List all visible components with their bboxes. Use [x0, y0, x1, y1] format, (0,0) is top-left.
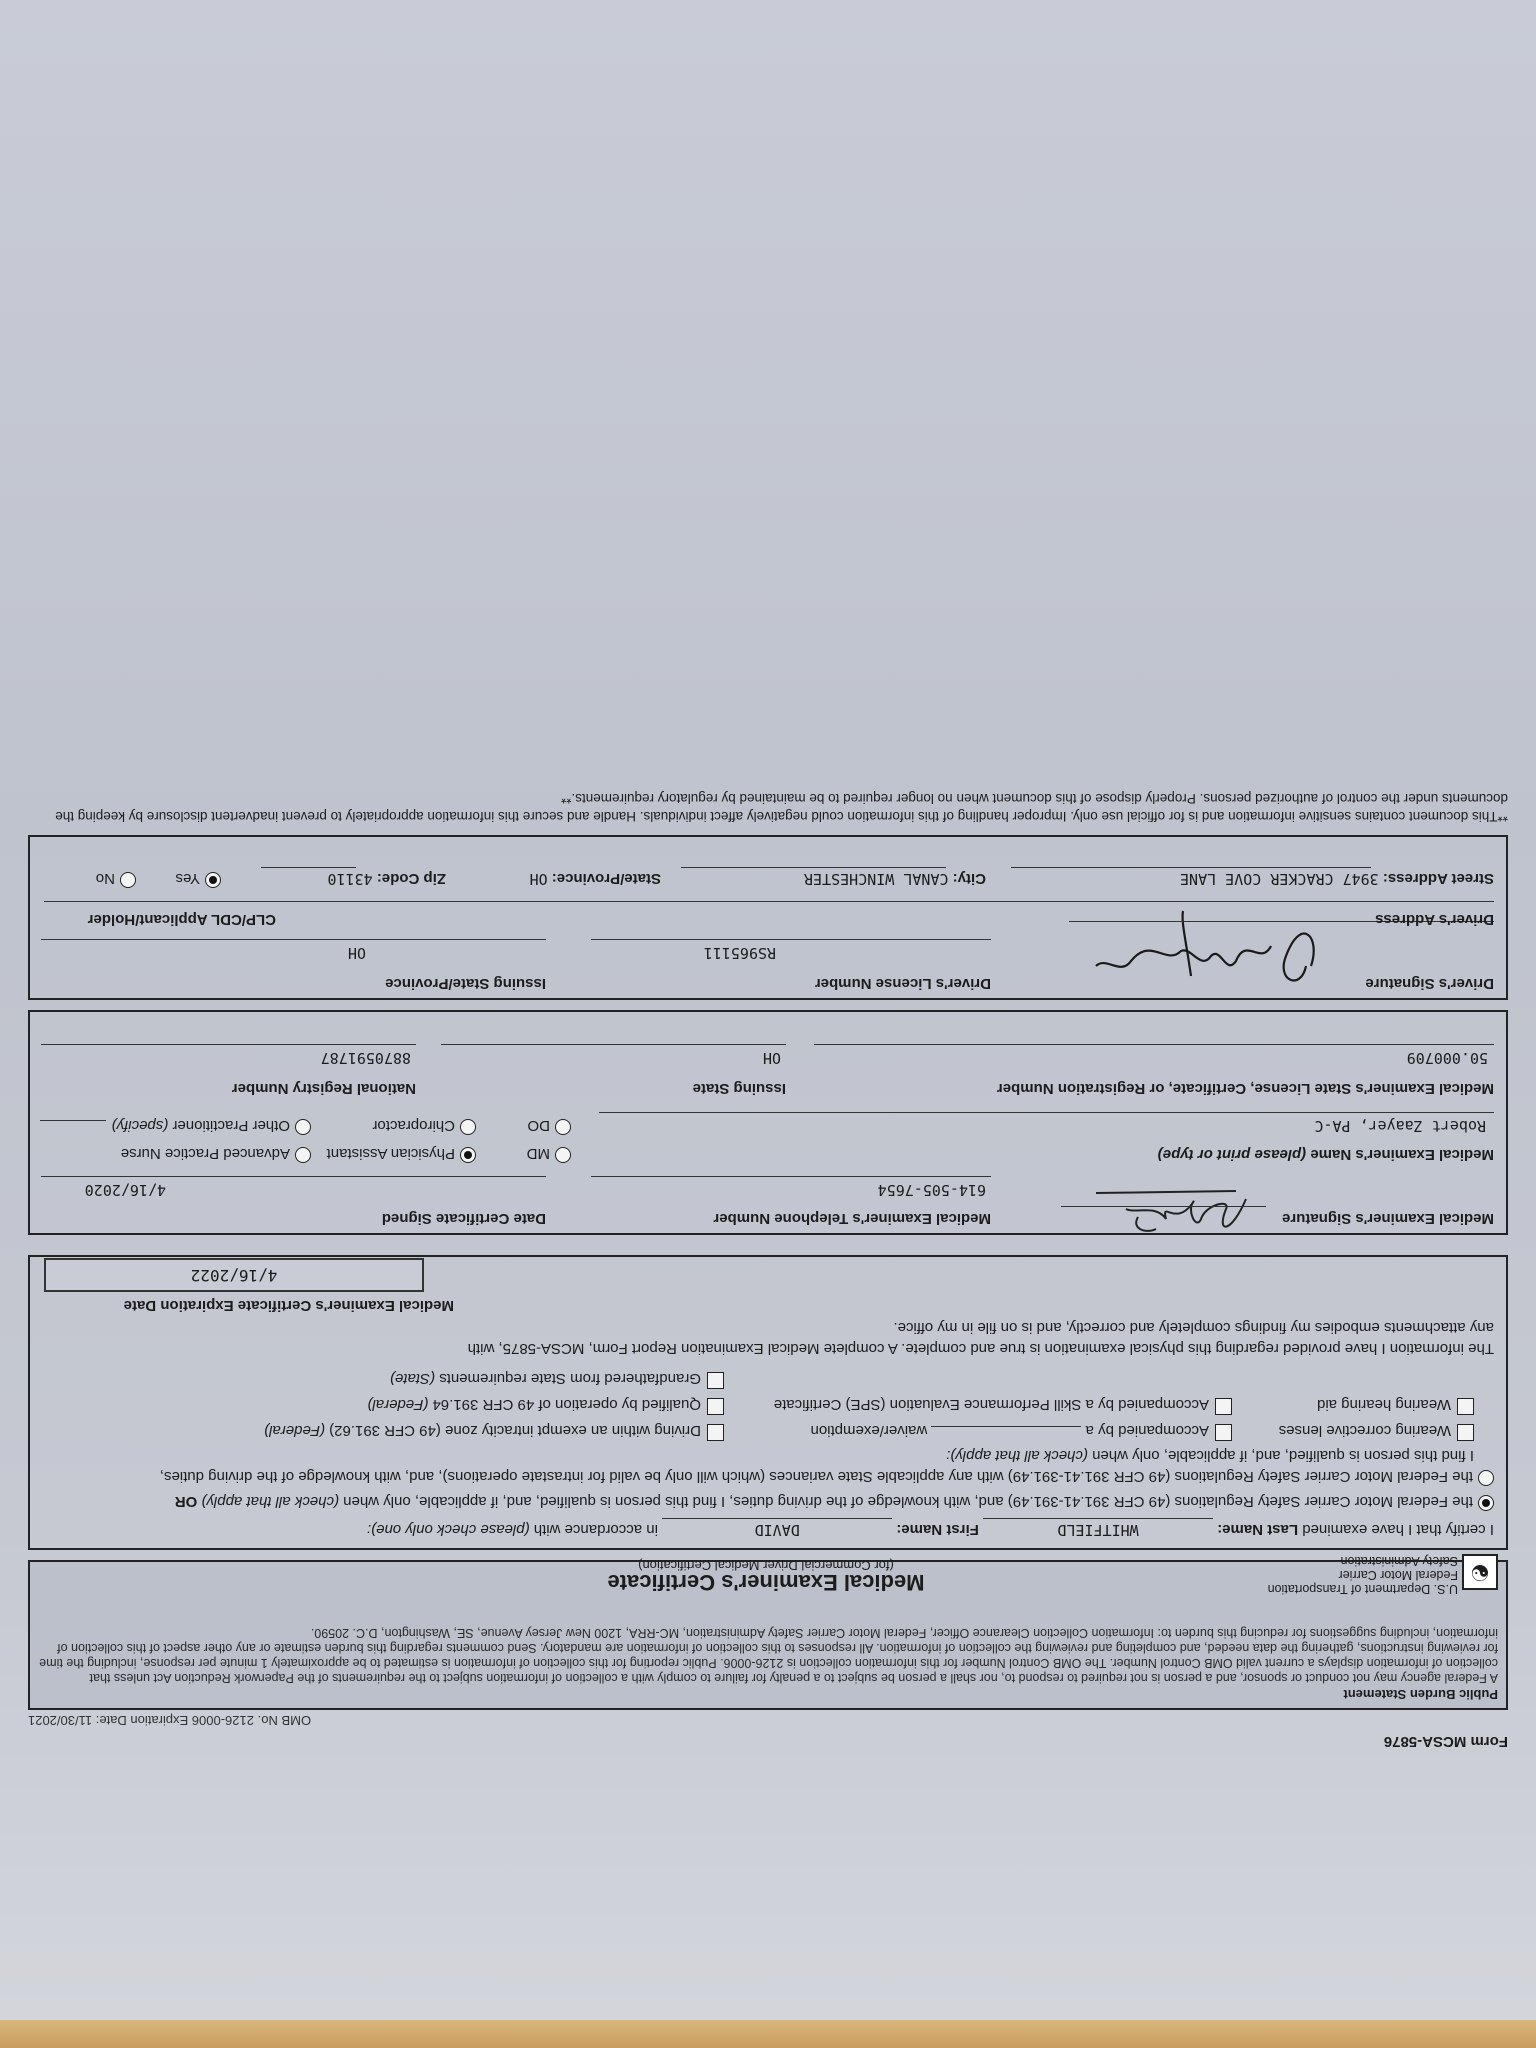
stateprov-field[interactable]: OH	[529, 870, 548, 888]
waiver-blank[interactable]	[931, 1426, 1081, 1439]
me-phone-label: Medical Examiner's Telephone Number	[713, 1210, 991, 1227]
burden-heading: Public Burden Statement	[1343, 1687, 1498, 1702]
wooden-table-edge	[0, 2020, 1536, 2048]
waiver-checkbox[interactable]	[1215, 1424, 1232, 1441]
state-variance-radio[interactable]	[1478, 1470, 1494, 1486]
type-label: Chiropractor	[372, 1117, 455, 1134]
clp-yes-radio[interactable]	[205, 872, 221, 888]
form-subtitle: (for Commercial Driver Medical Certification)	[638, 1558, 894, 1573]
agency-line: U.S. Department of Transportation	[1267, 1582, 1458, 1596]
option2-note: (check all that apply):	[946, 1447, 1088, 1464]
street-label: Street Address:	[1382, 870, 1494, 887]
certification-section	[28, 1255, 1508, 1550]
cond-operation	[367, 1394, 724, 1415]
medical-examiner-section	[28, 1010, 1508, 1235]
type-label: Physician Assistant	[326, 1145, 455, 1162]
zip-field[interactable]: 43110	[327, 870, 373, 888]
form-title: Medical Examiner's Certificate	[607, 1570, 925, 1595]
zip-row	[328, 870, 446, 888]
cond-lenses	[1279, 1420, 1474, 1441]
first-name-label: First Name:	[896, 1521, 979, 1538]
cond-label: Wearing hearing aid	[1317, 1396, 1451, 1413]
zip-line	[261, 867, 356, 868]
cond-label: waiver/exemption	[810, 1422, 928, 1439]
registry-field[interactable]: 8870591787	[320, 1049, 411, 1067]
examiner-signature-image	[1076, 1185, 1256, 1239]
option1-text: the Federal Motor Carrier Safety Regulations (49 CFR 391.41-391.49) and, with knowledge of the driving duties, I find this person is qualified, and, if applicable, only when	[343, 1493, 1473, 1510]
type-do	[528, 1117, 572, 1135]
driver-state-label: Issuing State/Province	[385, 975, 546, 992]
driver-signature-image	[1081, 906, 1331, 996]
cond-label: Qualified by operation of 49 CFR 391.64	[432, 1396, 701, 1413]
driver-license-line	[591, 939, 991, 940]
type-apn	[121, 1145, 311, 1163]
me-name-label-text: Medical Examiner's Name	[1310, 1146, 1494, 1163]
cond-waiver	[811, 1420, 1232, 1441]
clp-label: CLP/CDL Applicant/Holder	[87, 911, 276, 928]
md-radio[interactable]	[555, 1147, 571, 1163]
type-label: MD	[526, 1145, 550, 1162]
agency-line: Safety Administration	[1340, 1554, 1458, 1568]
other-specify-line[interactable]	[40, 1120, 106, 1121]
no-label: No	[95, 870, 115, 887]
me-phone-line	[591, 1176, 991, 1177]
city-row	[804, 870, 986, 888]
yes-label: Yes	[175, 870, 200, 887]
street-field[interactable]: 3947 CRACKER COVE LANE	[1179, 870, 1379, 888]
cond-label: Driving within an exempt intracity zone (49 CFR 391.62)	[329, 1422, 701, 1439]
medical-examiners-certificate-form	[28, 355, 1508, 1750]
lenses-checkbox[interactable]	[1457, 1424, 1474, 1441]
date-signed-label: Date Certificate Signed	[381, 1210, 546, 1227]
clp-no	[96, 870, 136, 888]
cond-hearing	[1317, 1394, 1474, 1415]
conditions-grid	[42, 1363, 1494, 1441]
me-signature-label: Medical Examiner's Signature	[1282, 1210, 1494, 1227]
do-radio[interactable]	[555, 1119, 571, 1135]
statement-text: The information I have provided regarding this physical examination is true and complete. A complete Medical Examination Report Form, MCSA-5875, with any attachments embodies my findings completely and correctly, and is on file in my office.	[467, 1319, 1494, 1357]
cond-note: (Federal)	[264, 1422, 325, 1439]
federal-radio[interactable]	[1478, 1495, 1494, 1511]
street-row	[1180, 870, 1494, 888]
certify-line	[42, 1518, 1494, 1540]
type-other	[112, 1117, 311, 1135]
issuing-state-label: Issuing State	[692, 1080, 786, 1097]
registry-label: National Registry Number	[231, 1080, 416, 1097]
cond-spe	[774, 1394, 1232, 1415]
driver-signature-label: Driver's Signature	[1365, 975, 1494, 992]
sensitive-info-notice: **This document contains sensitive information and is for official use only. Improper handling of this information could negatively affect individuals. Handle and secure this information appropriately to prevent inadvertent disclosure by keeping the documents under the control of authorized persons. Properly dispose of this document when no longer required to be maintained by regulatory requirements.**	[55, 791, 1508, 824]
cond-grandfathered	[390, 1368, 724, 1389]
option-federal	[42, 1491, 1494, 1512]
accordance-note: (please check only one):	[366, 1521, 530, 1538]
date-signed-field[interactable]: 4/16/2020	[84, 1181, 166, 1199]
operation-checkbox[interactable]	[707, 1398, 724, 1415]
burden-text: A Federal agency may not conduct or sponsor, and a person is not required to respond to, nor shall a person be subject to a penalty for failure to comply with a collection of information subject to the requirements of the Paperwork Reduction Act unless that collection of information displays a current valid OMB Control Number. The OMB Control Number for this information collection is 2126-0006. Public reporting for this collection of information is estimated to be approximately 1 minute per response, including the time for reviewing instructions, gathering the data needed, and completing and reviewing the collection of information. All responses to this collection of information are mandatory. Send comments regarding this burden estimate or any other aspect of this collection of information, including suggestions for reducing this burden to: Information Collection Clearance Officer, Federal Motor Carrier Safety Administration, MC-RRA, 1200 New Jersey Avenue, SE, Washington, D.C. 20590.	[39, 1626, 1498, 1685]
grandfathered-checkbox[interactable]	[707, 1372, 724, 1389]
city-label: City:	[952, 870, 986, 887]
driver-section	[28, 835, 1508, 1000]
chiro-radio[interactable]	[460, 1119, 476, 1135]
omb-number: OMB No. 2126-0006 Expiration Date: 11/30/2021	[28, 1713, 312, 1728]
type-label: Other Practitioner	[172, 1117, 290, 1134]
issuing-state-line	[441, 1044, 786, 1045]
me-name-label	[1158, 1146, 1494, 1163]
expiration-date-field[interactable]: 4/16/2022	[44, 1258, 424, 1292]
clp-yes	[176, 870, 221, 888]
type-md	[527, 1145, 571, 1163]
pa-radio[interactable]	[460, 1147, 476, 1163]
cond-label: Wearing corrective lenses	[1278, 1422, 1451, 1439]
cond-label: Accompanied by a	[1085, 1422, 1209, 1439]
me-issuing-state-field[interactable]: OH	[762, 1049, 781, 1067]
me-license-field[interactable]: 50.000709	[1406, 1049, 1488, 1067]
driver-address-label: Driver's Address	[1375, 911, 1494, 928]
registry-line	[41, 1044, 416, 1045]
me-name-note: (please print or type)	[1157, 1146, 1307, 1163]
city-field[interactable]: CANAL WINCHESTER	[803, 870, 949, 888]
accordance-text: in accordance with	[533, 1521, 658, 1538]
cond-label: Grandfathered from State requirements	[439, 1370, 701, 1387]
certify-intro: I certify that I have examined	[1302, 1521, 1494, 1538]
driver-license-field[interactable]: RS965111	[703, 944, 776, 962]
exempt-zone-checkbox[interactable]	[707, 1424, 724, 1441]
zip-label: Zip Code:	[376, 870, 446, 887]
option2-text: the Federal Motor Carrier Safety Regulations (49 CFR 391.41-391.49) with any applicable State variances (which will only be valid for intrastate operations), and, with knowledge of the driving duties,	[159, 1468, 1473, 1485]
apn-radio[interactable]	[295, 1147, 311, 1163]
other-radio[interactable]	[295, 1119, 311, 1135]
option2-text-b: I find this person is qualified, and, if applicable, only when	[1092, 1447, 1474, 1464]
driver-license-label: Driver's License Number	[814, 975, 991, 992]
license-label: Medical Examiner's State License, Certificate, or Registration Number	[996, 1080, 1494, 1097]
license-line	[814, 1044, 1494, 1045]
driver-state-field[interactable]: OH	[347, 944, 366, 962]
stateprov-row	[530, 870, 661, 888]
public-burden-box	[28, 1554, 1508, 1710]
agency-line: Federal Motor Carrier	[1338, 1568, 1458, 1582]
type-label: DO	[527, 1117, 550, 1134]
hearing-checkbox[interactable]	[1457, 1398, 1474, 1415]
city-line	[681, 867, 946, 868]
me-name-field[interactable]: Robert Zaayer, PA-C	[1314, 1117, 1486, 1135]
expiration-label: Medical Examiner's Certificate Expiration Date	[123, 1297, 454, 1314]
last-name-label: Last Name:	[1217, 1521, 1299, 1538]
type-chiro	[372, 1117, 476, 1135]
type-pa	[327, 1145, 476, 1163]
or-label: OR	[174, 1493, 198, 1510]
address-top-line	[44, 901, 1494, 902]
me-signature-line[interactable]	[1061, 1206, 1266, 1207]
cond-note: (State)	[390, 1370, 436, 1387]
first-name-field[interactable]: DAVID	[662, 1518, 892, 1540]
option-state	[42, 1445, 1494, 1487]
driver-state-line	[41, 939, 546, 940]
me-name-line	[599, 1112, 1494, 1113]
form-number: Form MCSA-5876	[1383, 1733, 1508, 1750]
title-block	[26, 1558, 1506, 1595]
cond-note: (Federal)	[367, 1396, 429, 1413]
clp-no-radio[interactable]	[120, 872, 136, 888]
other-note: (specify)	[111, 1117, 169, 1134]
option1-note: (check all that apply)	[201, 1493, 340, 1510]
type-label: Advanced Practice Nurse	[120, 1145, 290, 1162]
cond-label: Accompanied by a Skill Performance Evaluation (SPE) Certificate	[773, 1396, 1209, 1413]
last-name-field[interactable]: WHITFIELD	[983, 1518, 1213, 1540]
date-signed-line	[41, 1176, 546, 1177]
dot-logo-icon: ☯	[1462, 1554, 1498, 1590]
cond-exempt-zone	[264, 1420, 724, 1441]
me-phone-field[interactable]: 614-505-7654	[877, 1181, 986, 1199]
street-line	[1011, 867, 1371, 868]
stateprov-label: State/Province:	[551, 870, 661, 887]
spe-checkbox[interactable]	[1215, 1398, 1232, 1415]
